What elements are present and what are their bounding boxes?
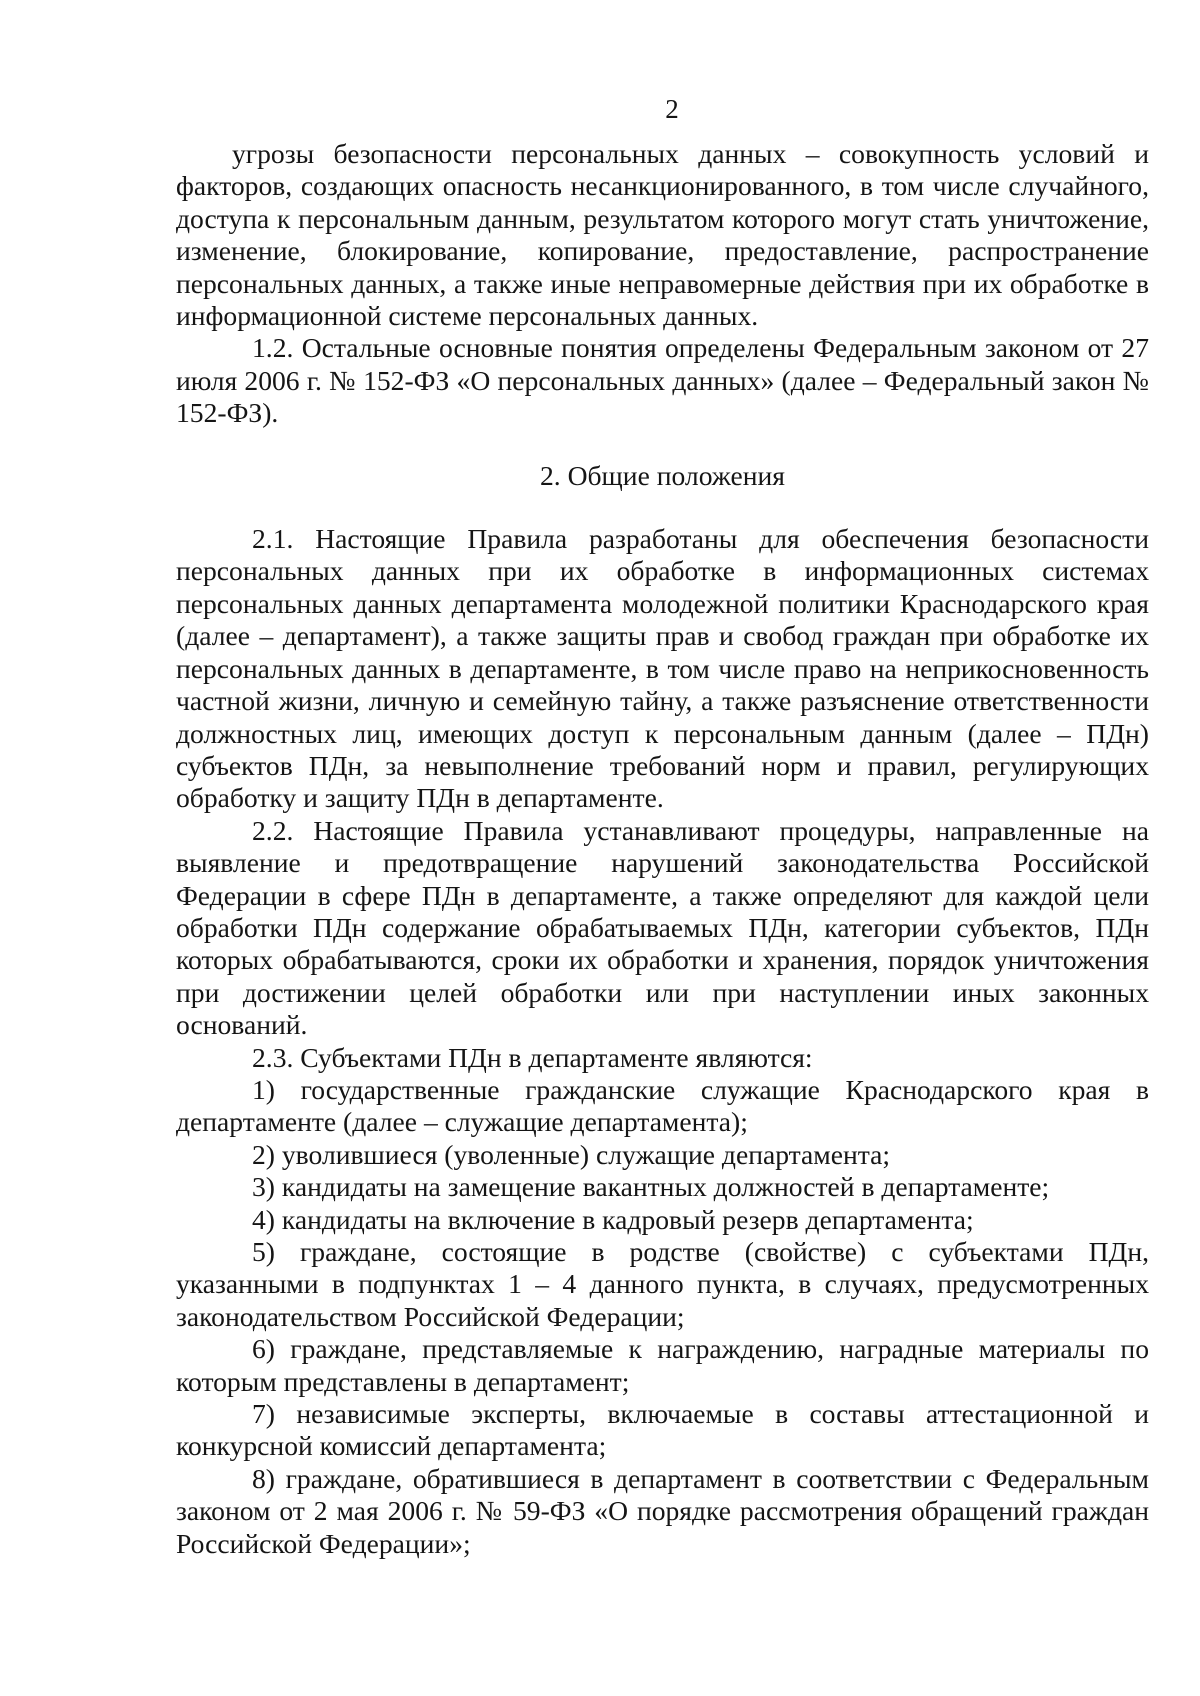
paragraph-2-3: 2.3. Субъектами ПДн в департаменте являются: bbox=[252, 1041, 813, 1073]
list-item-1: 1) государственные гражданские служащие Краснодарского края в департаменте (далее – служащие департамента); bbox=[176, 1073, 1149, 1138]
list-item-8: 8) граждане, обратившиеся в департамент в соответствии с Федеральным законом от 2 мая 2006 г. № 59-ФЗ «О порядке рассмотрения обращений граждан Российской Федерации»; bbox=[176, 1462, 1149, 1559]
list-item-6: 6) граждане, представляемые к награждению, наградные материалы по которым представлены в департамент; bbox=[176, 1333, 1149, 1397]
paragraph-2-2: 2.2. Настоящие Правила устанавливают процедуры, направленные на выявление и предотвращение нарушений законодательства Российской Федерации в сфере ПДн в департаменте, а также определяют для каждой цели обработки ПДн содержание обрабатываемых ПДн, категории субъектов, ПДн которых обрабатываются, сроки их обработки и хранения, порядок уничтожения при достижении целей обработки или при наступлении иных законных оснований. bbox=[176, 814, 1149, 1041]
list-item-7: 7) независимые эксперты, включаемые в составы аттестационной и конкурсной комиссий департамента; bbox=[176, 1398, 1149, 1462]
page-number: 2 bbox=[665, 94, 679, 124]
paragraph-2-1: 2.1. Настоящие Правила разработаны для обеспечения безопасности персональных данных при их обработке в информационных системах персональных данных департамента молодежной политики Краснодарского края (далее – департамент), а также защиты прав и свобод граждан при обработке их персональных данных в департаменте, в том числе право на неприкосновенность частной жизни, личную и семейную тайну, а также разъяснение ответственности должностных лиц, имеющих доступ к персональным данным (далее – ПДн) субъектов ПДн, за невыполнение требований норм и правил, регулирующих обработку и защиту ПДн в департаменте. bbox=[176, 523, 1149, 814]
paragraph-threats-definition: угрозы безопасности персональных данных – совокупность условий и факторов, создающих опасность несанкционированного, в том числе случайного, доступа к персональным данным, результатом которого могут стать уничтожение, изменение, блокирование, копирование, предоставление, распространение персональных данных, а также иные неправомерные действия при их обработке в информационной системе персональных данных. bbox=[176, 138, 1149, 332]
list-item-3: 3) кандидаты на замещение вакантных должностей в департаменте; bbox=[252, 1171, 1050, 1203]
list-item-2: 2) уволившиеся (уволенные) служащие департамента; bbox=[252, 1138, 891, 1170]
list-item-5: 5) граждане, состоящие в родстве (свойстве) с субъектами ПДн, указанными в подпунктах 1 – 4 данного пункта, в случаях, предусмотренных законодательством Российской Федерации; bbox=[176, 1236, 1149, 1332]
section-heading: 2. Общие положения bbox=[540, 459, 785, 491]
list-item-4: 4) кандидаты на включение в кадровый резерв департамента; bbox=[252, 1203, 974, 1235]
document-body bbox=[176, 138, 1149, 1560]
paragraph-1-2: 1.2. Остальные основные понятия определены Федеральным законом от 27 июля 2006 г. № 152-ФЗ «О персональных данных» (далее – Федеральный закон № 152-ФЗ). bbox=[176, 332, 1149, 429]
